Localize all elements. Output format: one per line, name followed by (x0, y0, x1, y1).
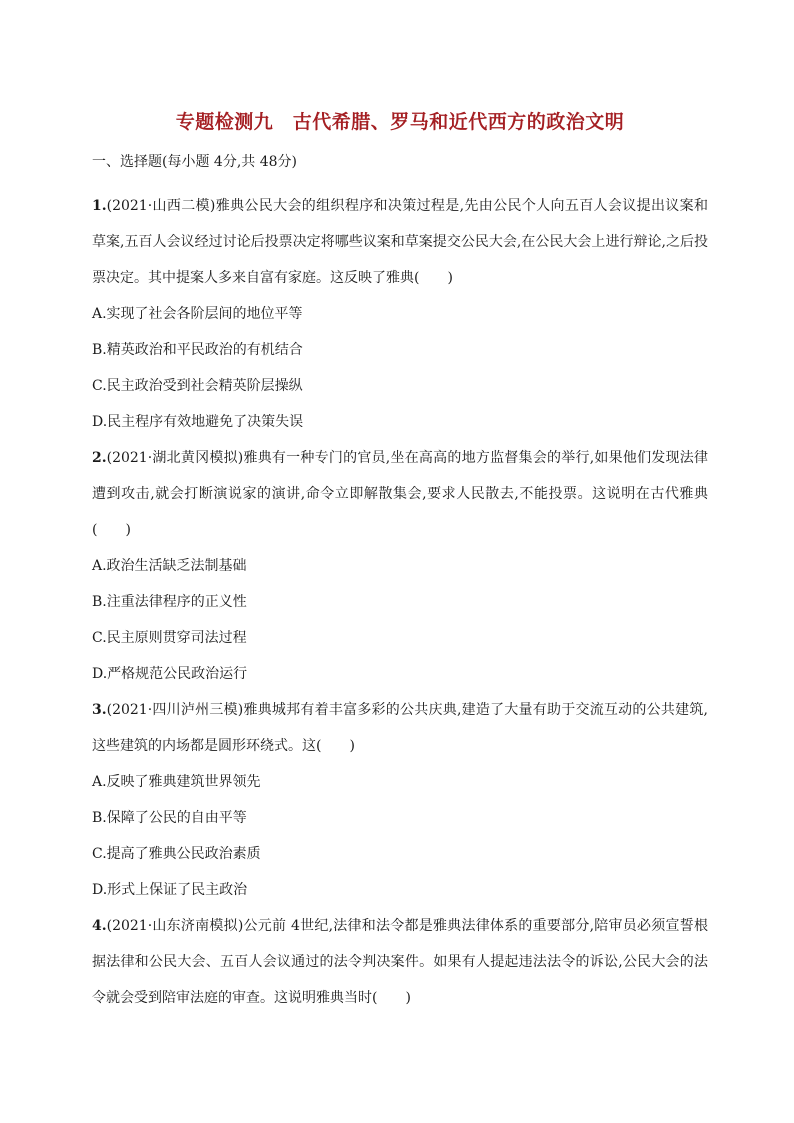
question-number: 2. (92, 450, 107, 466)
section-header: 一、选择题(每小题 4分,共 48分) (92, 154, 297, 170)
option-c: C.民主原则贯穿司法过程 (92, 630, 247, 646)
question-number: 1. (92, 198, 107, 214)
question-3 (92, 692, 708, 908)
page-title: 专题检测九 古代希腊、罗马和近代西方的政治文明 (175, 111, 625, 133)
option-b: B.保障了公民的自由平等 (92, 810, 247, 826)
question-stem (92, 908, 708, 1016)
option-a: A.实现了社会各阶层间的地位平等 (92, 306, 303, 322)
question-2 (92, 440, 708, 692)
option-c: C.提高了雅典公民政治素质 (92, 846, 261, 862)
option-list (92, 296, 708, 440)
question-stem (92, 188, 708, 296)
option-a: A.反映了雅典建筑世界领先 (92, 774, 261, 790)
option-c: C.民主政治受到社会精英阶层操纵 (92, 378, 303, 394)
option-d: D.形式上保证了民主政治 (92, 882, 248, 898)
question-text: (2021·湖北黄冈模拟)雅典有一种专门的官员,坐在高高的地方监督集会的举行,如果他们发现法律遭到攻击,就会打断演说家的演讲,命令立即解散集会,要求人民散去,不能投票。这说明在古代雅典( ) (92, 450, 708, 538)
question-number: 3. (92, 702, 107, 718)
question-1 (92, 188, 708, 440)
option-a: A.政治生活缺乏法制基础 (92, 558, 247, 574)
option-b: B.精英政治和平民政治的有机结合 (92, 342, 303, 358)
question-number: 4. (92, 918, 107, 934)
question-stem (92, 440, 708, 548)
option-d: D.民主程序有效地避免了决策失误 (92, 414, 304, 430)
question-text: (2021·四川泸州三模)雅典城邦有着丰富多彩的公共庆典,建造了大量有助于交流互动的公共建筑,这些建筑的内场都是圆形环绕式。这( ) (92, 702, 708, 754)
question-stem (92, 692, 708, 764)
option-b: B.注重法律程序的正义性 (92, 594, 247, 610)
option-list (92, 764, 708, 908)
question-4 (92, 908, 708, 1016)
option-list (92, 548, 708, 692)
question-text: (2021·山西二模)雅典公民大会的组织程序和决策过程是,先由公民个人向五百人会议提出议案和草案,五百人会议经过讨论后投票决定将哪些议案和草案提交公民大会,在公民大会上进行辩论,之后投票决定。其中提案人多来自富有家庭。这反映了雅典( ) (92, 198, 708, 286)
option-d: D.严格规范公民政治运行 (92, 666, 248, 682)
question-text: (2021·山东济南模拟)公元前 4世纪,法律和法令都是雅典法律体系的重要部分,陪审员必须宣誓根据法律和公民大会、五百人会议通过的法令判决案件。如果有人提起违法法令的诉讼,公民大会的法令就会受到陪审法庭的审查。这说明雅典当时( ) (92, 918, 708, 1006)
